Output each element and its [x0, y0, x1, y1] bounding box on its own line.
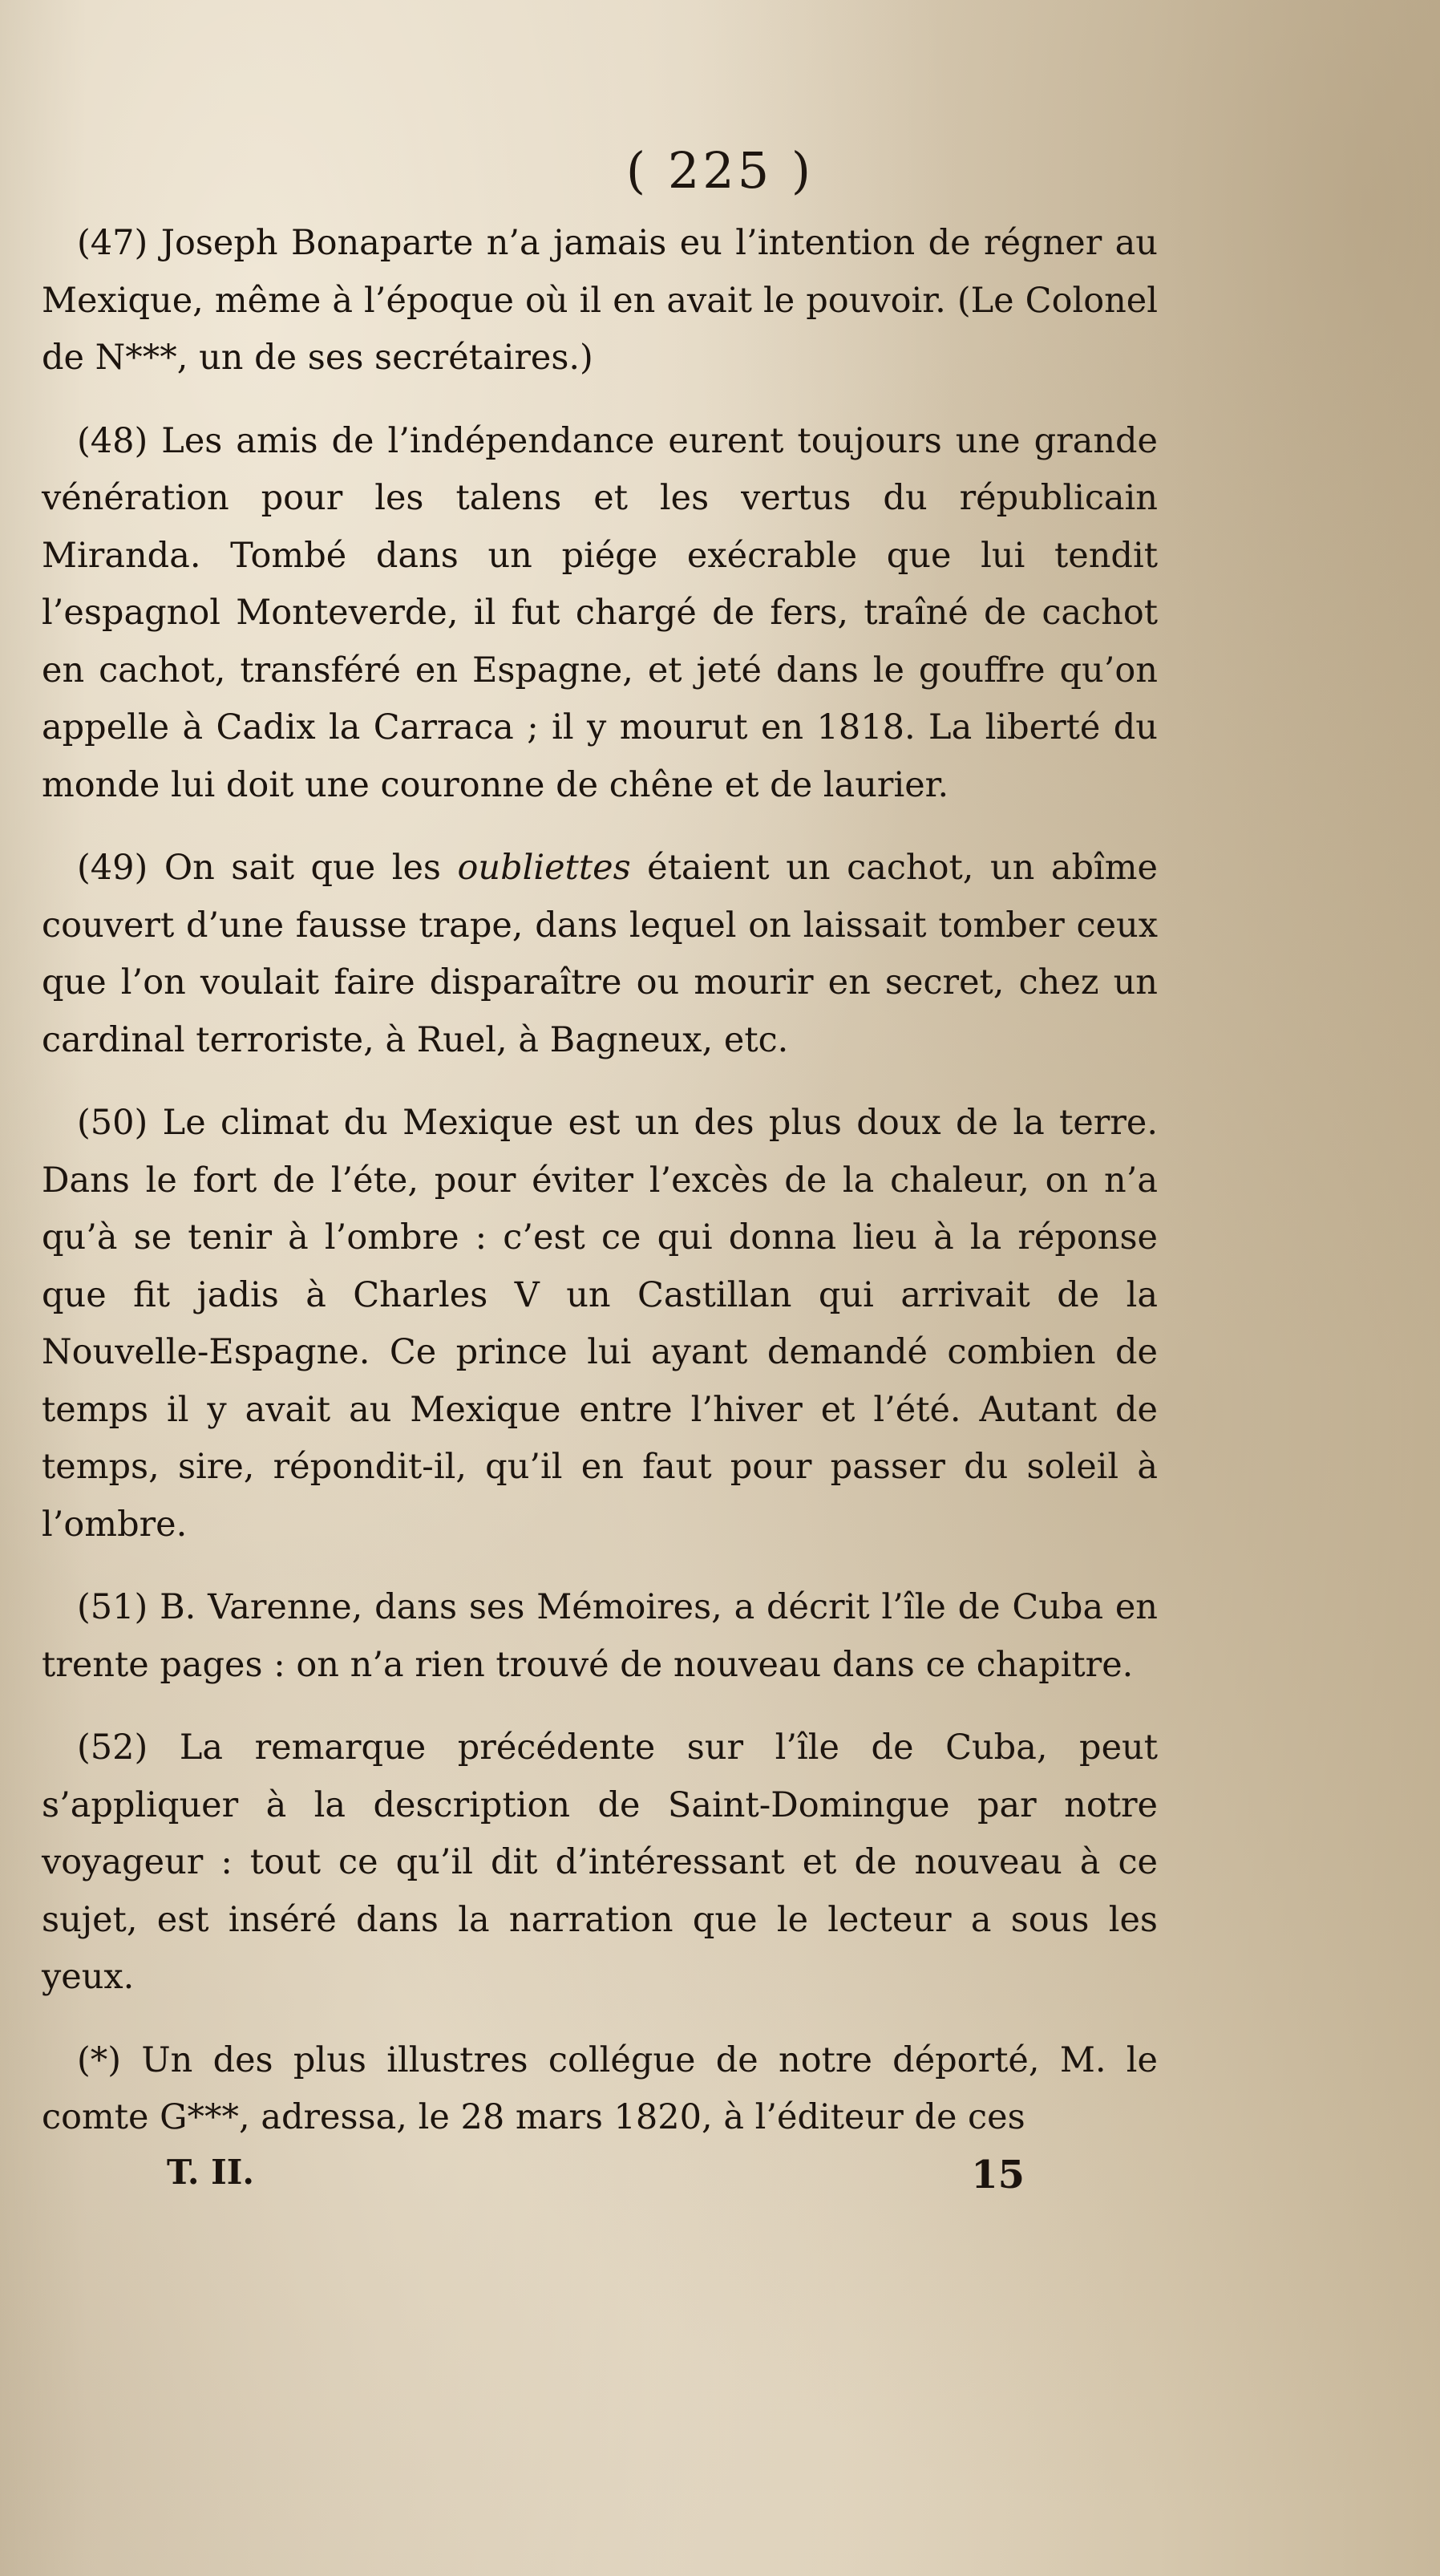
footnote-text: La remarque précédente sur l’île de Cuba, peut s’appliquer à la description de Saint-Domingue par notre voyageur : tout ce qu’il dit d’intéressant et de nouveau à ce sujet, est inséré dans la narration que le lecteur a sous les yeux.: [42, 1727, 1159, 1997]
footnote-text: Le climat du Mexique est un des plus doux de la terre. Dans le fort de l’éte, pour éviter l’excès de la chaleur, on n’a qu’à se tenir à l’ombre : c’est ce qui donna lieu à la réponse que fit jadis à Charles V un Castillan qui arrivait de la Nouvelle-Espagne. Ce prince lui ayant demandé combien de temps il y avait au Mexique entre l’hiver et l’été. Autant de temps, sire, répondit-il, qu’il en faut pour passer du soleil à l’ombre.: [42, 1103, 1159, 1545]
footnote-50: [42, 1095, 1158, 1553]
footnote-marker: (48): [77, 420, 148, 461]
footnote-text-before: On sait que les: [164, 848, 458, 888]
footnote-47: [42, 215, 1158, 387]
signature-mark: 15: [971, 2153, 1025, 2197]
footnote-49: [42, 840, 1158, 1069]
footnote-marker: (52): [77, 1727, 148, 1768]
footnote-text: Les amis de l’indépendance eurent toujours une grande vénération pour les talens et les vertus du républicain Miranda. Tombé dans un piége exécrable que lui tendit l’espagnol Monteverde, il fut chargé de fers, traîné de cachot en cachot, transféré en Espagne, et jeté dans le gouffre qu’on appelle à Cadix la Carraca ; il y mourut en 1818. La liberté du monde lui doit une couronne de chêne et de laurier.: [42, 420, 1158, 805]
footnote-marker: (51): [77, 1587, 148, 1627]
page-number: ( 225 ): [625, 141, 815, 200]
footnote-text: Joseph Bonaparte n’a jamais eu l’intention de régner au Mexique, même à l’époque où il en avait le pouvoir. (Le Colonel de N***, un de ses secrétaires.): [42, 223, 1158, 378]
footnote-48: [42, 413, 1158, 815]
footnote-51: [42, 1579, 1158, 1694]
footnote-marker: (47): [77, 223, 148, 263]
volume-label: T. II.: [167, 2153, 254, 2192]
footnote-text: Un des plus illustres collégue de notre déporté, M. le comte G***, adressa, le 28 mars 1820, à l’éditeur de ces: [42, 2039, 1158, 2137]
footnote-italic-term: oubliettes: [457, 848, 631, 888]
footnote-text-after: étaient un cachot, un abîme couvert d’une fausse trape, dans lequel on laissait tomber ceux que l’on voulait faire disparaître ou mourir en secret, chez un cardinal terroriste, à Ruel, à Bagneux, etc.: [42, 848, 1159, 1060]
footnote-marker: (49): [77, 848, 148, 888]
footnote-marker: (50): [77, 1103, 148, 1143]
footnote-text: B. Varenne, dans ses Mémoires, a décrit l’île de Cuba en trente pages : on n’a rien trouvé de nouveau dans ce chapitre.: [42, 1587, 1158, 1685]
footnotes: [42, 215, 1158, 2173]
footnote-52: [42, 1719, 1158, 2007]
footnote-asterisk: [42, 2032, 1158, 2147]
footnote-marker: (*): [77, 2039, 122, 2080]
